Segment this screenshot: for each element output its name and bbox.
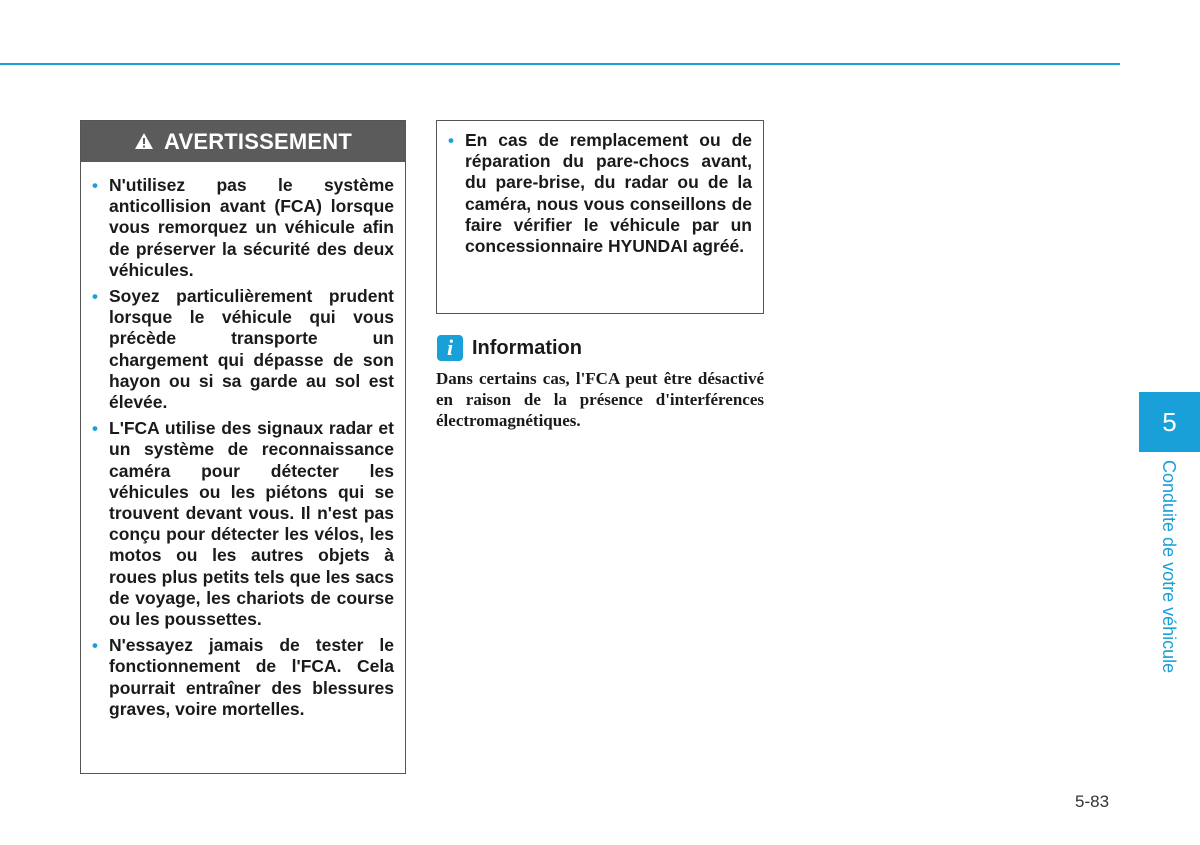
warning-item: • Soyez particulièrement prudent lorsque le véhicule qui vous précède transporte un chargement qui dépasse de son hayon ou si sa garde au sol est élevée. <box>92 286 394 413</box>
top-rule <box>0 63 1120 65</box>
information-text: Dans certains cas, l'FCA peut être désactivé en raison de la présence d'interférences électromagnétiques. <box>436 369 764 430</box>
caution-list <box>437 121 763 257</box>
bullet-icon: • <box>92 419 98 439</box>
bullet-icon: • <box>92 176 98 195</box>
information-heading <box>437 335 582 361</box>
bullet-icon: • <box>448 131 454 150</box>
chapter-tab <box>1139 392 1200 452</box>
caution-box <box>436 120 764 314</box>
page-number: 5-83 <box>1075 792 1110 811</box>
bullet-icon: • <box>92 636 98 656</box>
warning-item: • N'essayez jamais de tester le fonctionnement de l'FCA. Cela pourrait entraîner des blessures graves, voire mortelles. <box>92 635 394 719</box>
caution-item: • En cas de remplacement ou de réparation du pare-chocs avant, du pare-brise, du radar ou de la caméra, nous vous conseillons de faire vérifier le véhicule par un concessionnaire HYUNDAI agréé. <box>448 130 752 257</box>
warning-item: • L'FCA utilise des signaux radar et un système de reconnaissance caméra pour détecter les véhicules ou les piétons qui se trouvent devant vous. Il n'est pas conçu pour détecter les vélos, les motos ou les autres objets à roues plus petits tels que les sacs de voyage, les chariots de course ou les poussettes. <box>92 418 394 630</box>
warning-item: • N'utilisez pas le système anticollision avant (FCA) lorsque vous remorquez un véhicule afin de préserver la sécurité des deux véhicules. <box>92 175 394 280</box>
bullet-icon: • <box>92 287 98 307</box>
information-title: Information <box>472 336 582 359</box>
info-icon: i <box>437 335 463 361</box>
warning-box <box>80 120 406 774</box>
warning-triangle-icon <box>134 132 154 150</box>
chapter-number: 5 <box>1162 406 1177 437</box>
chapter-title: Conduite de votre véhicule <box>1159 460 1179 674</box>
warning-list <box>81 162 405 720</box>
warning-header <box>81 121 405 162</box>
warning-title: AVERTISSEMENT <box>164 128 352 154</box>
